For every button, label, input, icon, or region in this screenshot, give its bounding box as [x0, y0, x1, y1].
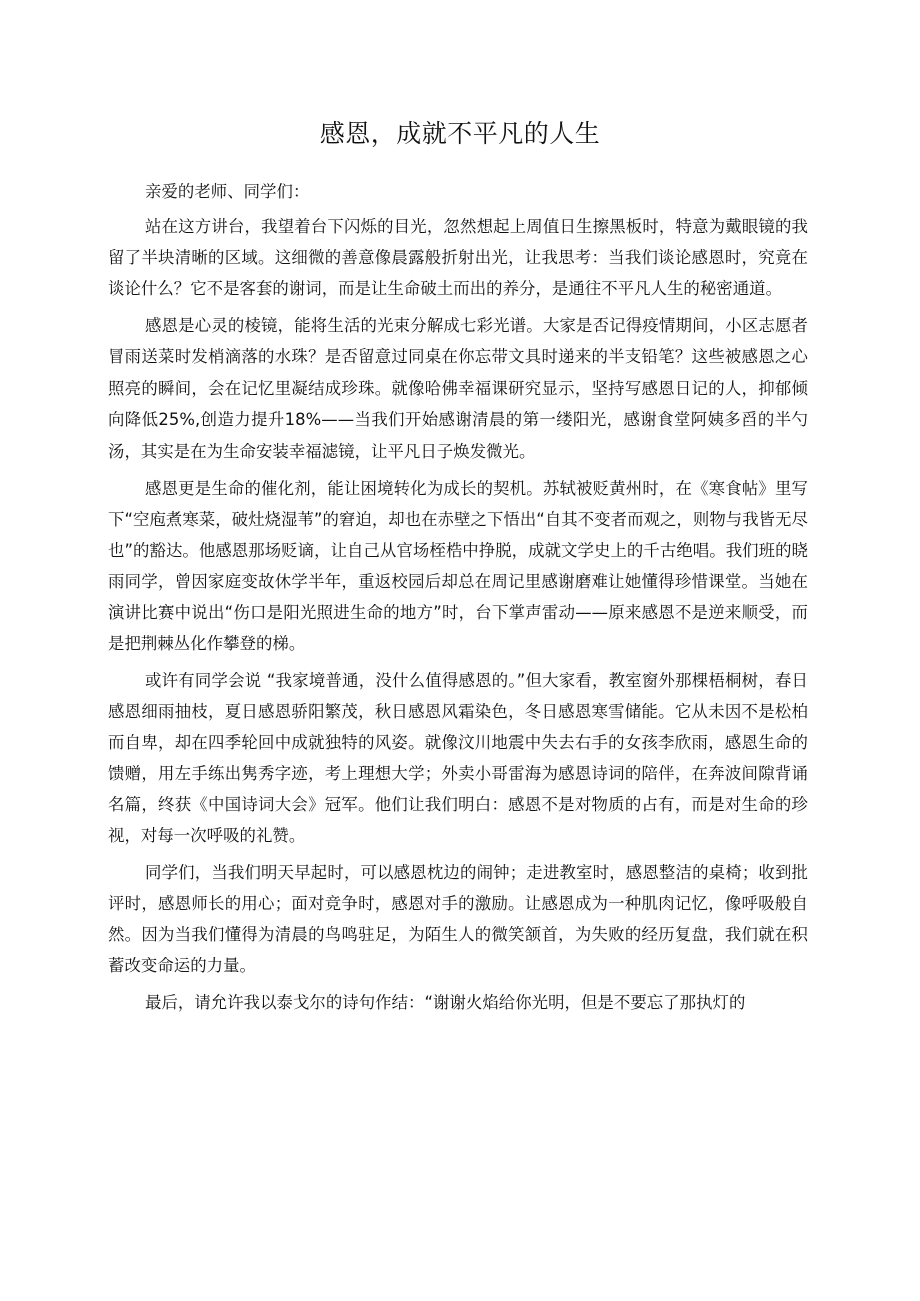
paragraph-3: 感恩更是生命的催化剂，能让困境转化为成长的契机。苏轼被贬黄州时，在《寒食帖》里写下“空庖煮寒菜，破灶烧湿苇”的窘迫，却也在赤壁之下悟出“自其不变者而观之，则物与我皆无尽也”的豁达。他感恩那场贬谪，让自己从官场桎梏中挣脱，成就文学史上的千古绝唱。我们班的晓雨同学，曾因家庭变故休学半年，重返校园后却总在周记里感谢磨难让她懂得珍惜课堂。当她在演讲比赛中说出“伤口是阳光照进生命的地方”时，台下掌声雷动——原来感恩不是逆来顺受，而是把荆棘丛化作攀登的梯。	[108, 479, 808, 654]
paragraph-6: 最后，请允许我以泰戈尔的诗句作结：“谢谢火焰给你光明，但是不要忘了那执灯的	[145, 993, 746, 1013]
paragraph-1: 站在这方讲台，我望着台下闪烁的目光，忽然想起上周值日生擦黑板时，特意为戴眼镜的我留了半块清晰的区域。这细微的善意像晨露般折射出光，让我思考：当我们谈论感恩时，究竟在谈论什么？它不是客套的谢词，而是让生命破土而出的养分，是通往不平凡人生的秘密通道。	[108, 217, 808, 298]
paragraph-4: 或许有同学会说 “我家境普通，没什么值得感恩的。”但大家看，教室窗外那棵梧桐树，春日感恩细雨抽枝，夏日感恩骄阳繁茂，秋日感恩风霜染色，冬日感恩寒雪储能。它从未因不是松柏而自卑，却在四季轮回中成就独特的风姿。就像汶川地震中失去右手的女孩李欣雨，感恩生命的馈赠，用左手练出隽秀字迹，考上理想大学；外卖小哥雷海为感恩诗词的陪伴，在奔波间隙背诵名篇，终获《中国诗词大会》冠军。他们让我们明白：感恩不是对物质的占有，而是对生命的珍视，对每一次呼吸的礼赞。	[108, 671, 808, 846]
document-title: 感恩，成就不平凡的人生	[319, 119, 601, 148]
document-body	[108, 176, 808, 1024]
salutation: 亲爱的老师、同学们：	[145, 182, 310, 201]
paragraph-5: 同学们，当我们明天早起时，可以感恩枕边的闹钟；走进教室时，感恩整洁的桌椅；收到批评时，感恩师长的用心；面对竞争时，感恩对手的激励。让感恩成为一种肌肉记忆，像呼吸般自然。因为当我们懂得为清晨的鸟鸣驻足，为陌生人的微笑颔首，为失败的经历复盘，我们就在积蓄改变命运的力量。	[108, 863, 808, 976]
paragraph-2: 感恩是心灵的棱镜，能将生活的光束分解成七彩光谱。大家是否记得疫情期间，小区志愿者冒雨送菜时发梢滴落的水珠？是否留意过同桌在你忘带文具时递来的半支铅笔？这些被感恩之心照亮的瞬间，会在记忆里凝结成珍珠。就像哈佛幸福课研究显示，坚持写感恩日记的人，抑郁倾向降低25%,创造力提升18%——当我们开始感谢清晨的第一缕阳光，感谢食堂阿姨多舀的半勺汤，其实是在为生命安装幸福滤镜，让平凡日子焕发微光。	[108, 316, 808, 461]
